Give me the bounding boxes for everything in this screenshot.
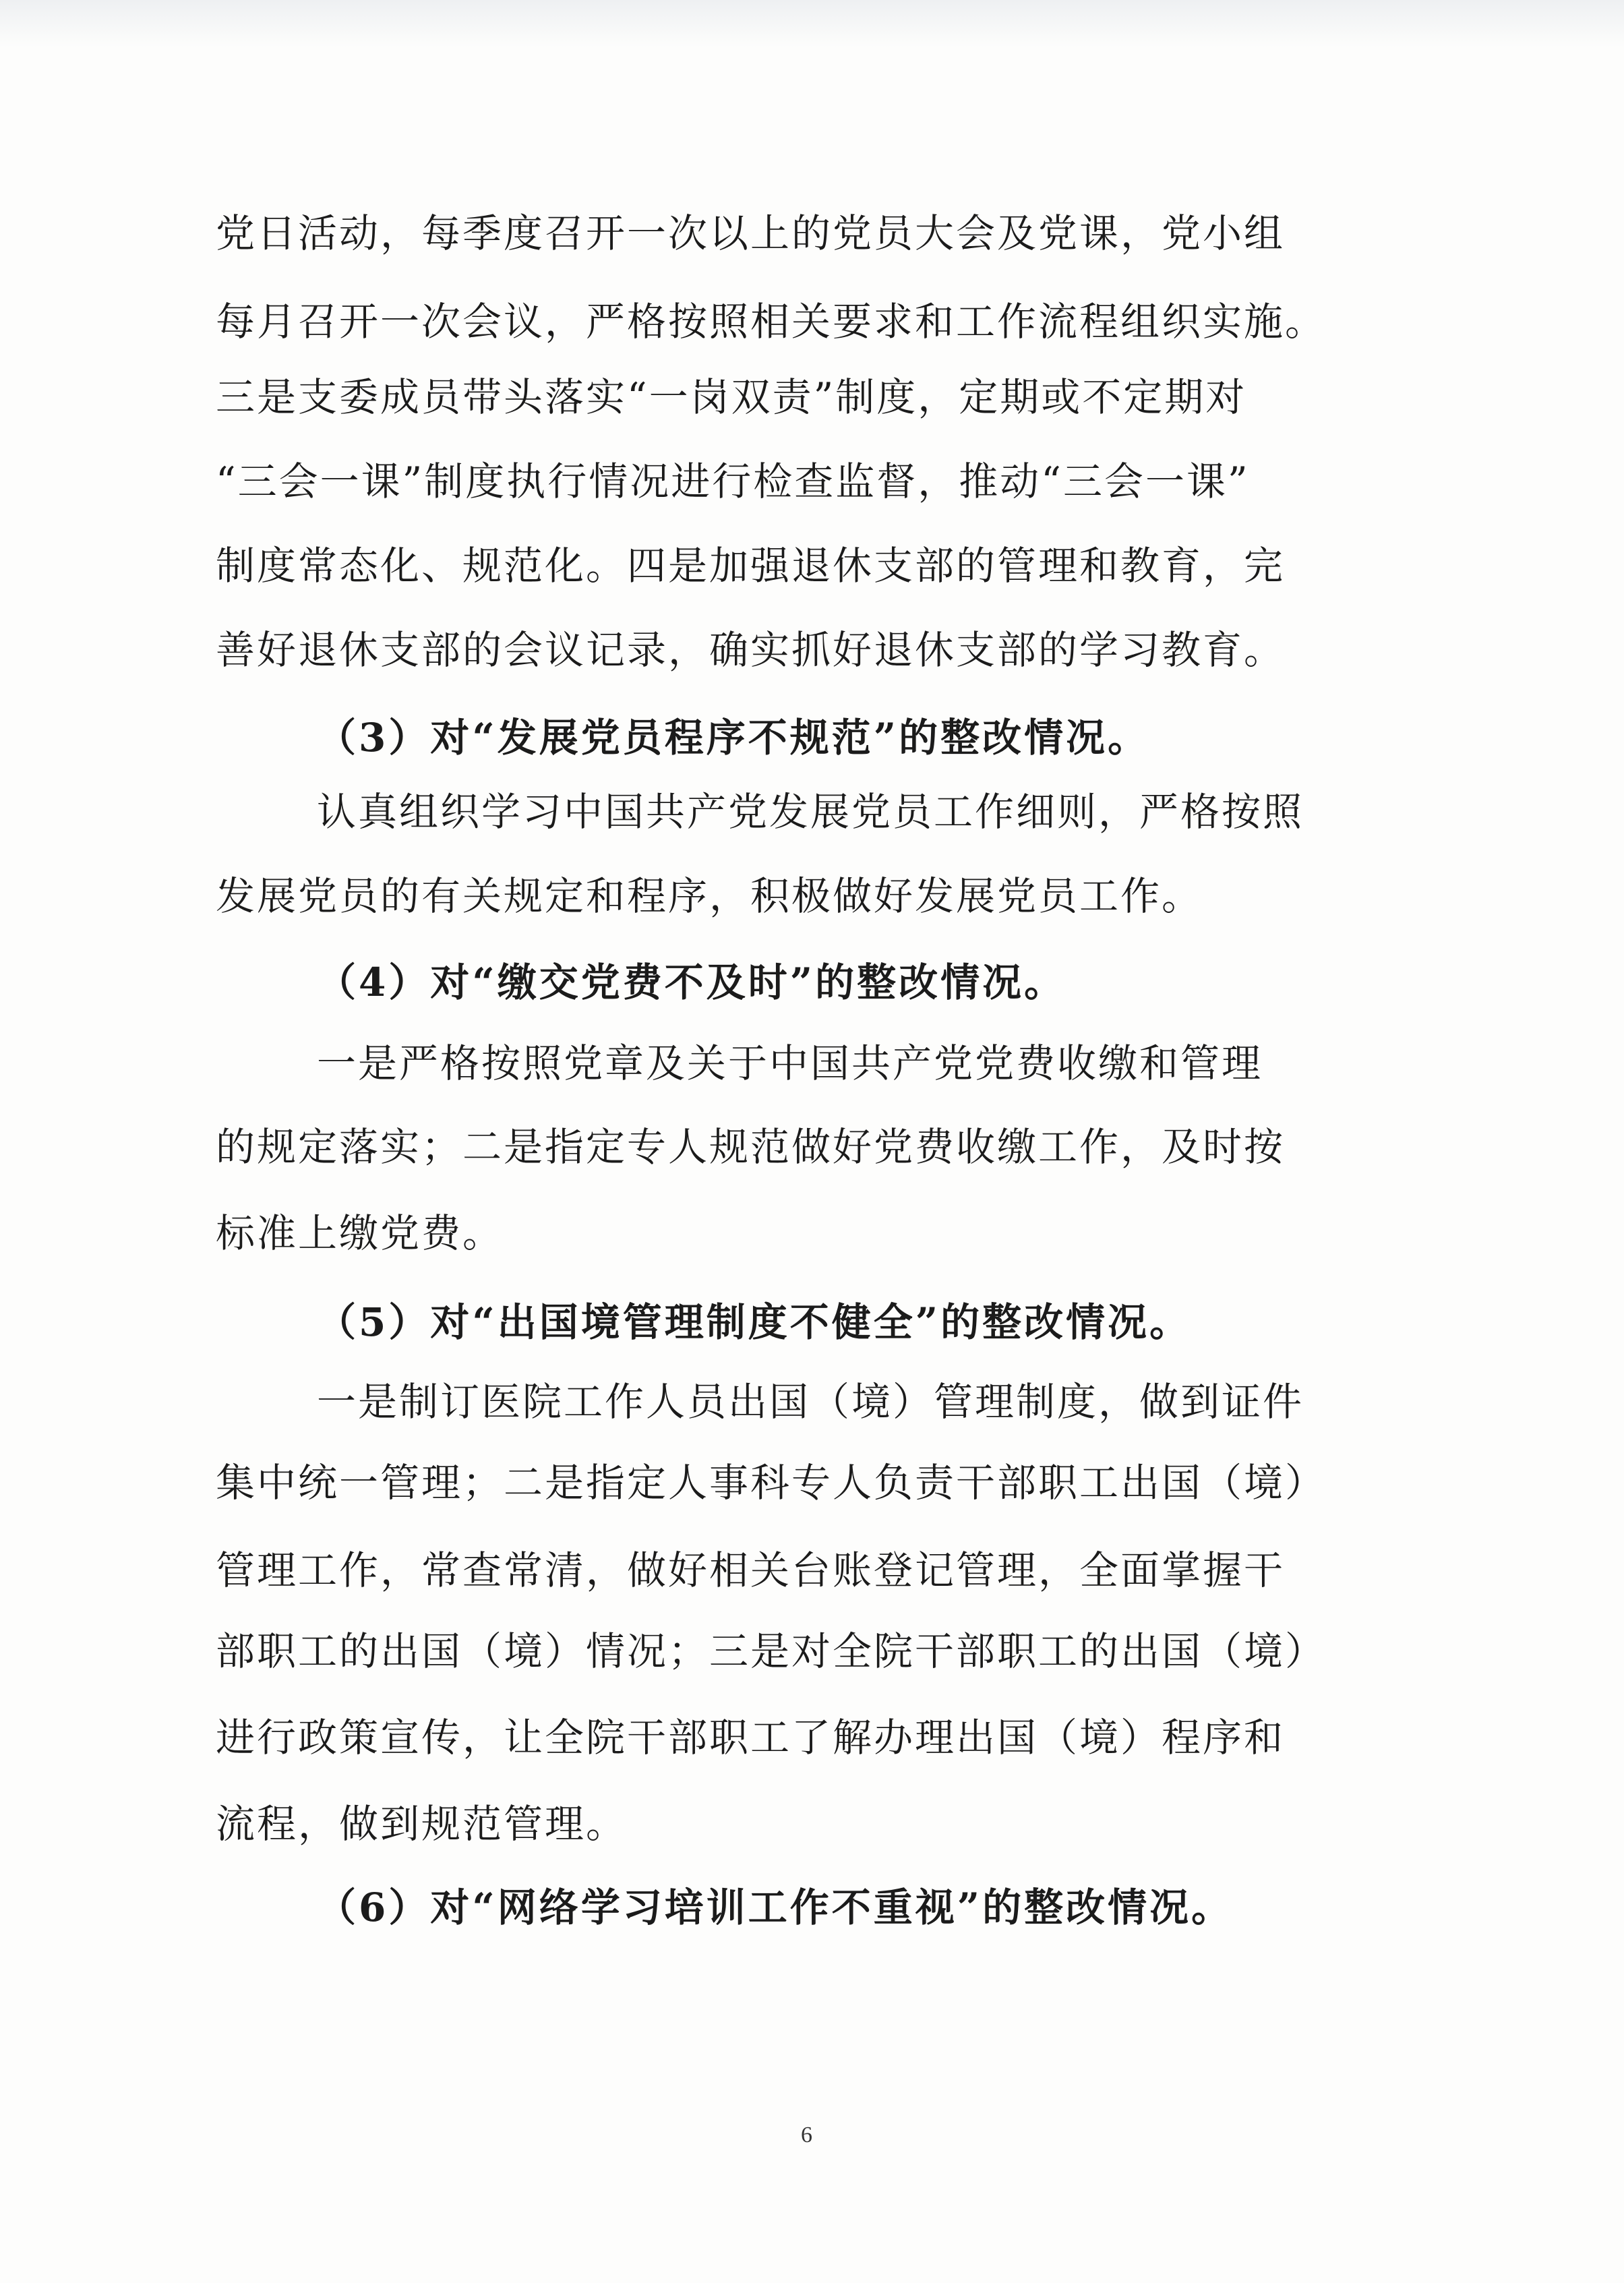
body-text-line: 集中统一管理；二是指定人事科专人负责干部职工出国（境） (216, 1460, 1327, 1506)
body-text-line: 一是严格按照党章及关于中国共产党党费收缴和管理 (317, 1040, 1263, 1086)
body-text-line: 制度常态化、规范化。四是加强退休支部的管理和教育，完 (216, 543, 1286, 589)
body-text-line: “三会一课”制度执行情况进行检查监督，推动“三会一课” (216, 458, 1250, 504)
section-heading-6: （6）对“网络学习培训工作不重视”的整改情况。 (317, 1885, 1234, 1930)
body-text-line: 党日活动，每季度召开一次以上的党员大会及党课，党小组 (216, 210, 1286, 256)
section-heading-4: （4）对“缴交党费不及时”的整改情况。 (317, 959, 1066, 1005)
body-text-line: 的规定落实；二是指定专人规范做好党费收缴工作，及时按 (216, 1124, 1286, 1170)
body-text-line: 标准上缴党费。 (216, 1210, 504, 1256)
body-text-line: 善好退休支部的会议记录，确实抓好退休支部的学习教育。 (216, 627, 1286, 673)
body-text-line: 三是支委成员带头落实“一岗双责”制度，定期或不定期对 (216, 374, 1247, 420)
section-heading-5: （5）对“出国境管理制度不健全”的整改情况。 (317, 1299, 1192, 1345)
scan-edge-shade (0, 0, 1624, 47)
body-text-line: 发展党员的有关规定和程序，积极做好发展党员工作。 (216, 873, 1203, 919)
body-text-line: 部职工的出国（境）情况；三是对全院干部职工的出国（境） (216, 1628, 1327, 1674)
section-heading-3: （3）对“发展党员程序不规范”的整改情况。 (317, 715, 1150, 761)
body-text-line: 一是制订医院工作人员出国（境）管理制度，做到证件 (317, 1379, 1304, 1425)
body-text-line: 流程，做到规范管理。 (216, 1801, 628, 1847)
body-text-line: 进行政策宣传，让全院干部职工了解办理出国（境）程序和 (216, 1715, 1286, 1760)
body-text-line: 管理工作，常查常清，做好相关台账登记管理，全面掌握干 (216, 1547, 1286, 1593)
body-text-line: 认真组织学习中国共产党发展党员工作细则，严格按照 (317, 789, 1304, 835)
body-text-line: 每月召开一次会议，严格按照相关要求和工作流程组织实施。 (216, 299, 1327, 345)
page-number: 6 (801, 2123, 812, 2147)
